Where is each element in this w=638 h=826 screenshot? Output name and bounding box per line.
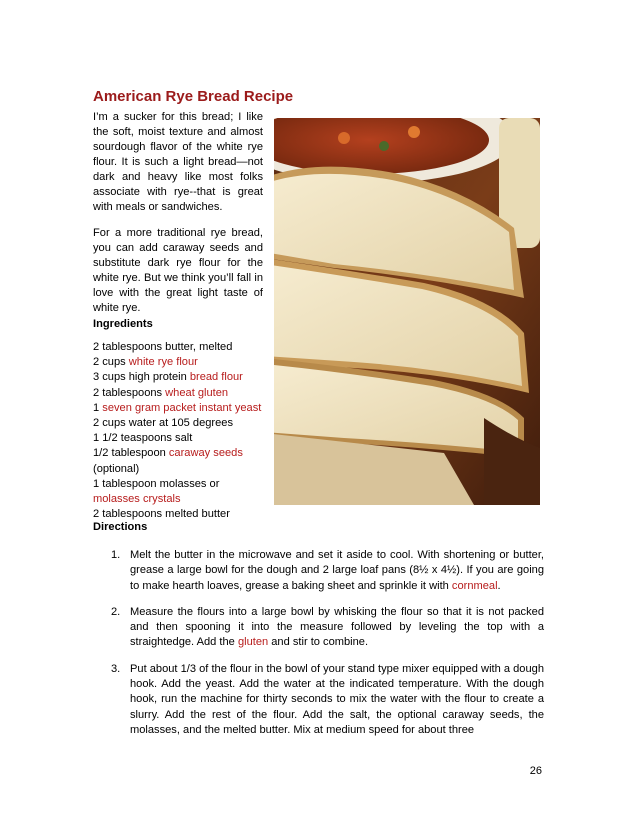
ingredient-link[interactable]: seven gram packet instant yeast <box>102 401 262 414</box>
ingredient-item: 1 seven gram packet instant yeast <box>93 401 262 414</box>
step-number: 3. <box>111 662 121 675</box>
ingredient-item: 1 tablespoon molasses or molasses crystals <box>93 477 220 506</box>
rye-bread-photo <box>274 118 540 505</box>
direction-step: 2. Measure the flours into a large bowl by whisking the flour so that it is not packed and then spooning it into the measure followed by leveling the top with a straightedge. Add the gluten and stir to combine. <box>111 605 544 649</box>
ingredient-link[interactable]: white rye flour <box>128 356 198 369</box>
recipe-title: American Rye Bread Recipe <box>93 88 294 105</box>
directions-heading: Directions <box>93 521 148 533</box>
directions-list <box>111 548 544 749</box>
direction-step: 1. Melt the butter in the microwave and set it aside to cool. With shortening or butter, grease a large bowl for the dough and 2 large loaf pans (8½ x 4½). If you are going to make hearth loaves, grease a baking sheet and sprinkle it with cornmeal. <box>111 549 544 592</box>
ingredients-list <box>93 340 265 522</box>
step-number: 1. <box>111 549 121 561</box>
ingredient-item: 2 tablespoons melted butter <box>93 508 230 521</box>
ingredient-item: 2 cups water at 105 degrees <box>93 417 233 430</box>
direction-step: 3. Put about 1/3 of the flour in the bowl of your stand type mixer equipped with a dough hook. Add the yeast. Add the water at the indicated temperature. With the dough hook, run the machine for thirty seconds to mix the water with the flour to create a slurry. Add the rest of the flour. Add the salt, the optional caraway seeds, the molasses, and the melted butter. Mix at medium speed for about three <box>111 662 544 736</box>
ingredient-item: 3 cups high protein bread flour <box>93 371 243 384</box>
page-number: 26 <box>529 765 542 777</box>
direction-link[interactable]: cornmeal <box>451 579 498 592</box>
step-number: 2. <box>111 605 121 618</box>
intro-paragraph: I’m a sucker for this bread; I like the soft, moist texture and almost sourdough flavor of the white rye flour. It is such a light bread—not dark and heavy like most folks associate with rye--that is great with meals or sandwiches. <box>93 111 263 213</box>
ingredient-item: 1 1/2 teaspoons salt <box>93 432 193 445</box>
ingredient-link[interactable]: molasses crystals <box>93 493 181 506</box>
ingredient-item: 2 tablespoons butter, melted <box>93 341 233 353</box>
ingredient-link[interactable]: caraway seeds <box>168 447 243 460</box>
direction-link[interactable]: gluten <box>237 636 269 649</box>
ingredients-heading: Ingredients <box>93 318 153 330</box>
ingredient-item: 2 tablespoons wheat gluten <box>93 386 229 399</box>
ingredient-link[interactable]: wheat gluten <box>165 386 229 399</box>
intro-paragraph-2: For a more traditional rye bread, you can add caraway seeds and substitute dark rye flour for the white rye. But we think you’ll fall in love with the great light taste of white rye. <box>93 227 263 314</box>
ingredient-item: 1/2 tablespoon caraway seeds (optional) <box>93 447 243 475</box>
ingredient-link[interactable]: bread flour <box>189 371 243 384</box>
ingredient-item: 2 cups white rye flour <box>93 356 198 369</box>
